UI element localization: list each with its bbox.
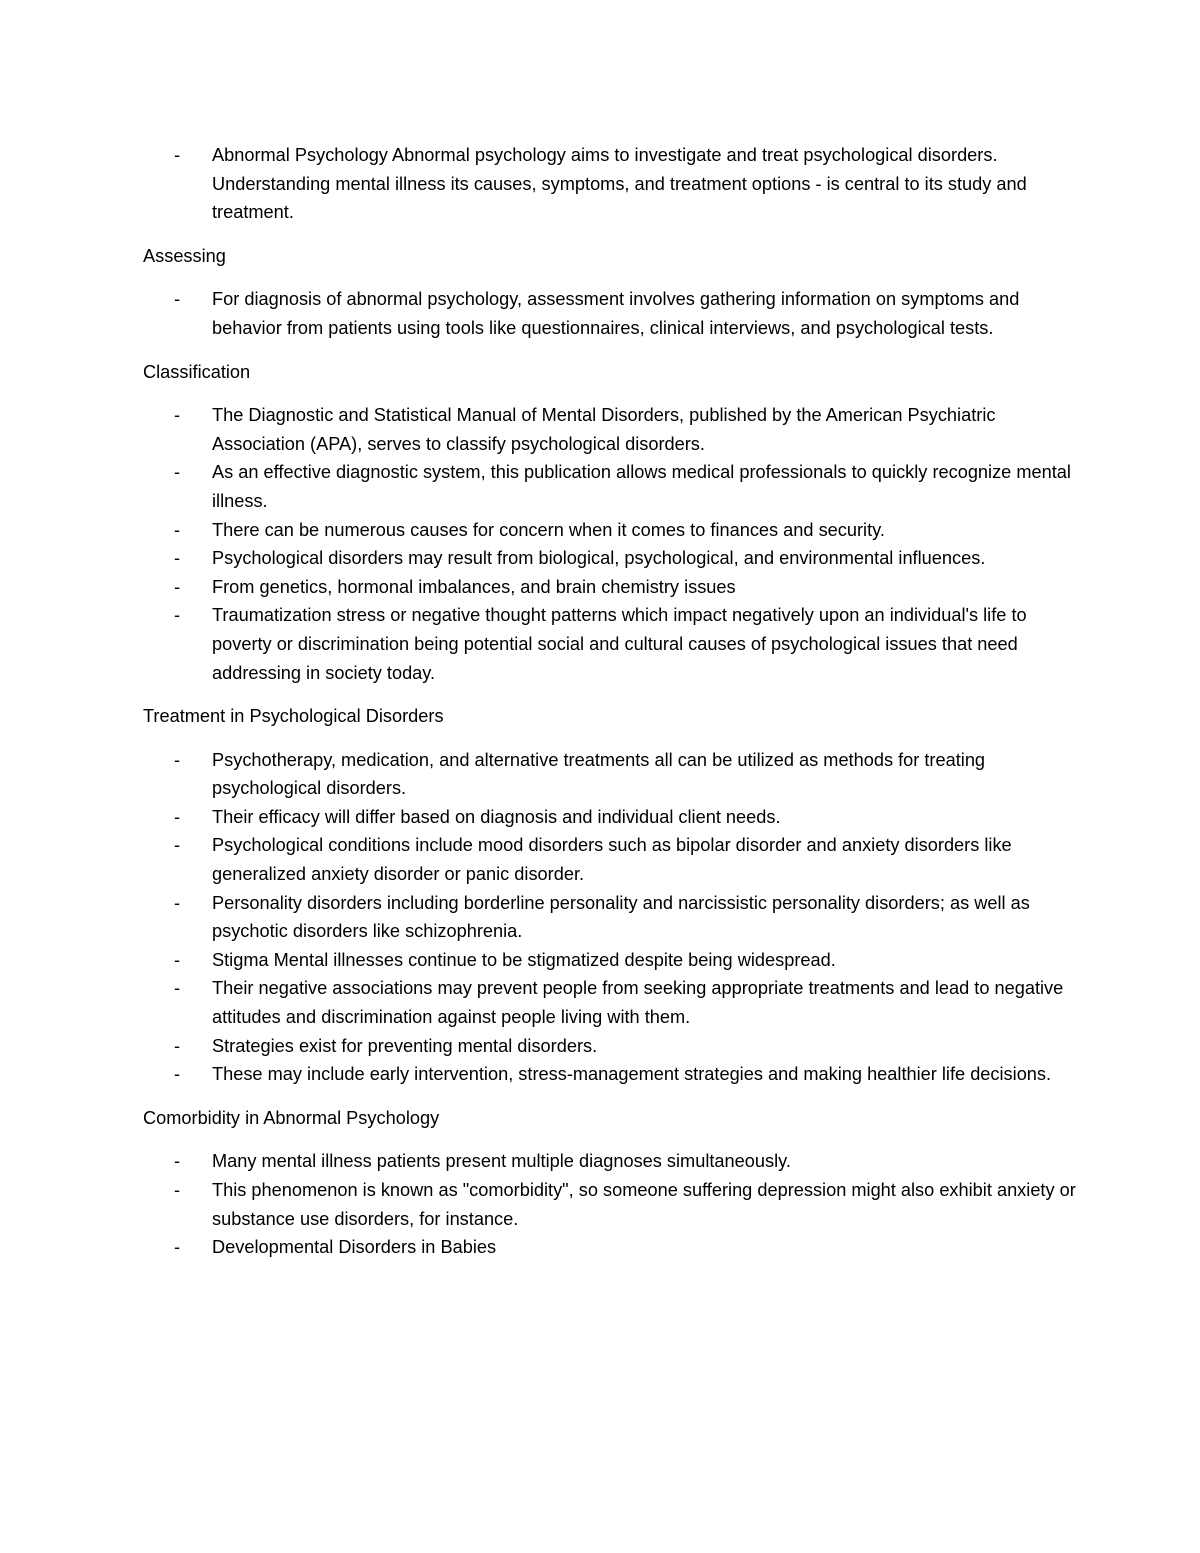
list-item (143, 803, 1083, 832)
dash-bullet: - (174, 749, 181, 770)
dash-bullet: - (174, 405, 181, 426)
dash-bullet: - (174, 462, 181, 483)
section-heading: Assessing (143, 245, 226, 266)
list-item-text: Many mental illness patients present multiple diagnoses simultaneously. (212, 1151, 791, 1172)
list-item-text: Psychological disorders may result from biological, psychological, and environmental influences. (212, 548, 986, 569)
list-item (143, 1147, 1083, 1176)
dash-bullet: - (174, 892, 181, 913)
list-item (143, 1060, 1083, 1089)
dash-bullet: - (174, 1151, 181, 1172)
section-treatment-in-psychological-disorders (143, 702, 1083, 1089)
list-item (143, 831, 1083, 888)
list-item-text: Developmental Disorders in Babies (212, 1237, 497, 1258)
dash-bullet: - (174, 806, 181, 827)
dash-bullet: - (174, 605, 181, 626)
list-item (143, 974, 1083, 1031)
list-item (143, 458, 1083, 515)
list-item-text: As an effective diagnostic system, this publication allows medical professionals to quickly recognize mental illness. (212, 462, 1071, 511)
list-item-text: There can be numerous causes for concern when it comes to finances and security. (212, 519, 885, 540)
dash-bullet: - (174, 145, 181, 165)
list-item (143, 1176, 1083, 1233)
list-item-text: Strategies exist for preventing mental disorders. (212, 1035, 598, 1056)
section-classification (143, 358, 1083, 688)
list-item-text: Their negative associations may prevent people from seeking appropriate treatments and lead to negative attitudes and discrimination against people living with them. (212, 978, 1064, 1028)
list-item (143, 746, 1083, 803)
list-item-text: Personality disorders including borderline personality and narcissistic personality disorders; as well as psychotic disorders like schizophrenia. (212, 892, 1030, 942)
list-item-text: Their efficacy will differ based on diagnosis and individual client needs. (212, 806, 781, 827)
list-item-text: From genetics, hormonal imbalances, and brain chemistry issues (212, 576, 736, 597)
dash-bullet: - (174, 1180, 181, 1200)
list-item (143, 544, 1083, 573)
list-item (143, 889, 1083, 946)
intro-item (143, 141, 1083, 227)
section-heading: Classification (143, 361, 251, 382)
list-item (143, 601, 1083, 687)
dash-bullet: - (174, 519, 181, 540)
section-comorbidity-in-abnormal-psychology (143, 1104, 1083, 1262)
sections-container (143, 242, 1083, 1262)
list-item (143, 516, 1083, 545)
list-item-text: Stigma Mental illnesses continue to be stigmatized despite being widespread. (212, 949, 836, 970)
dash-bullet: - (174, 289, 181, 310)
list-item-text: Traumatization stress or negative thought patterns which impact negatively upon an individual's life to poverty or discrimination being potential social and cultural causes of psychological issues that need addressing in society today. (212, 605, 1027, 683)
list-item-text: Psychotherapy, medication, and alternative treatments all can be utilized as methods for treating psychological disorders. (212, 749, 986, 799)
list-item (143, 401, 1083, 458)
dash-bullet: - (174, 1035, 181, 1056)
dash-bullet: - (174, 548, 181, 569)
section-assessing (143, 242, 1083, 343)
section-heading: Treatment in Psychological Disorders (143, 706, 444, 727)
dash-bullet: - (174, 978, 181, 999)
list-item-text: For diagnosis of abnormal psychology, assessment involves gathering information on symptoms and behavior from patients using tools like questionnaires, clinical interviews, and psychological tests. (212, 289, 1020, 338)
list-item (143, 573, 1083, 602)
list-item (143, 1032, 1083, 1061)
intro-text: Abnormal Psychology Abnormal psychology aims to investigate and treat psychological disorders. Understanding mental illness its causes, symptoms, and treatment options - is central to its study and treatment. (212, 145, 1027, 223)
dash-bullet: - (174, 949, 181, 970)
bullet-list (143, 401, 1083, 687)
bullet-list (143, 285, 1083, 342)
list-item (143, 1233, 1083, 1262)
list-item (143, 285, 1083, 342)
intro-list (143, 141, 1083, 227)
list-item-text: Psychological conditions include mood disorders such as bipolar disorder and anxiety disorders like generalized anxiety disorder or panic disorder. (212, 835, 1012, 885)
list-item-text: The Diagnostic and Statistical Manual of Mental Disorders, published by the American Psychiatric Association (APA), serves to classify psychological disorders. (212, 405, 996, 454)
bullet-list (143, 1147, 1083, 1261)
list-item-text: These may include early intervention, stress-management strategies and making healthier life decisions. (212, 1064, 1052, 1085)
document-body (143, 141, 1083, 1262)
dash-bullet: - (174, 1237, 181, 1258)
dash-bullet: - (174, 1064, 181, 1085)
bullet-list (143, 746, 1083, 1089)
dash-bullet: - (174, 835, 181, 856)
section-heading: Comorbidity in Abnormal Psychology (143, 1107, 440, 1128)
dash-bullet: - (174, 576, 181, 597)
list-item-text: This phenomenon is known as "comorbidity", so someone suffering depression might also exhibit anxiety or substance use disorders, for instance. (212, 1180, 1076, 1229)
list-item (143, 946, 1083, 975)
